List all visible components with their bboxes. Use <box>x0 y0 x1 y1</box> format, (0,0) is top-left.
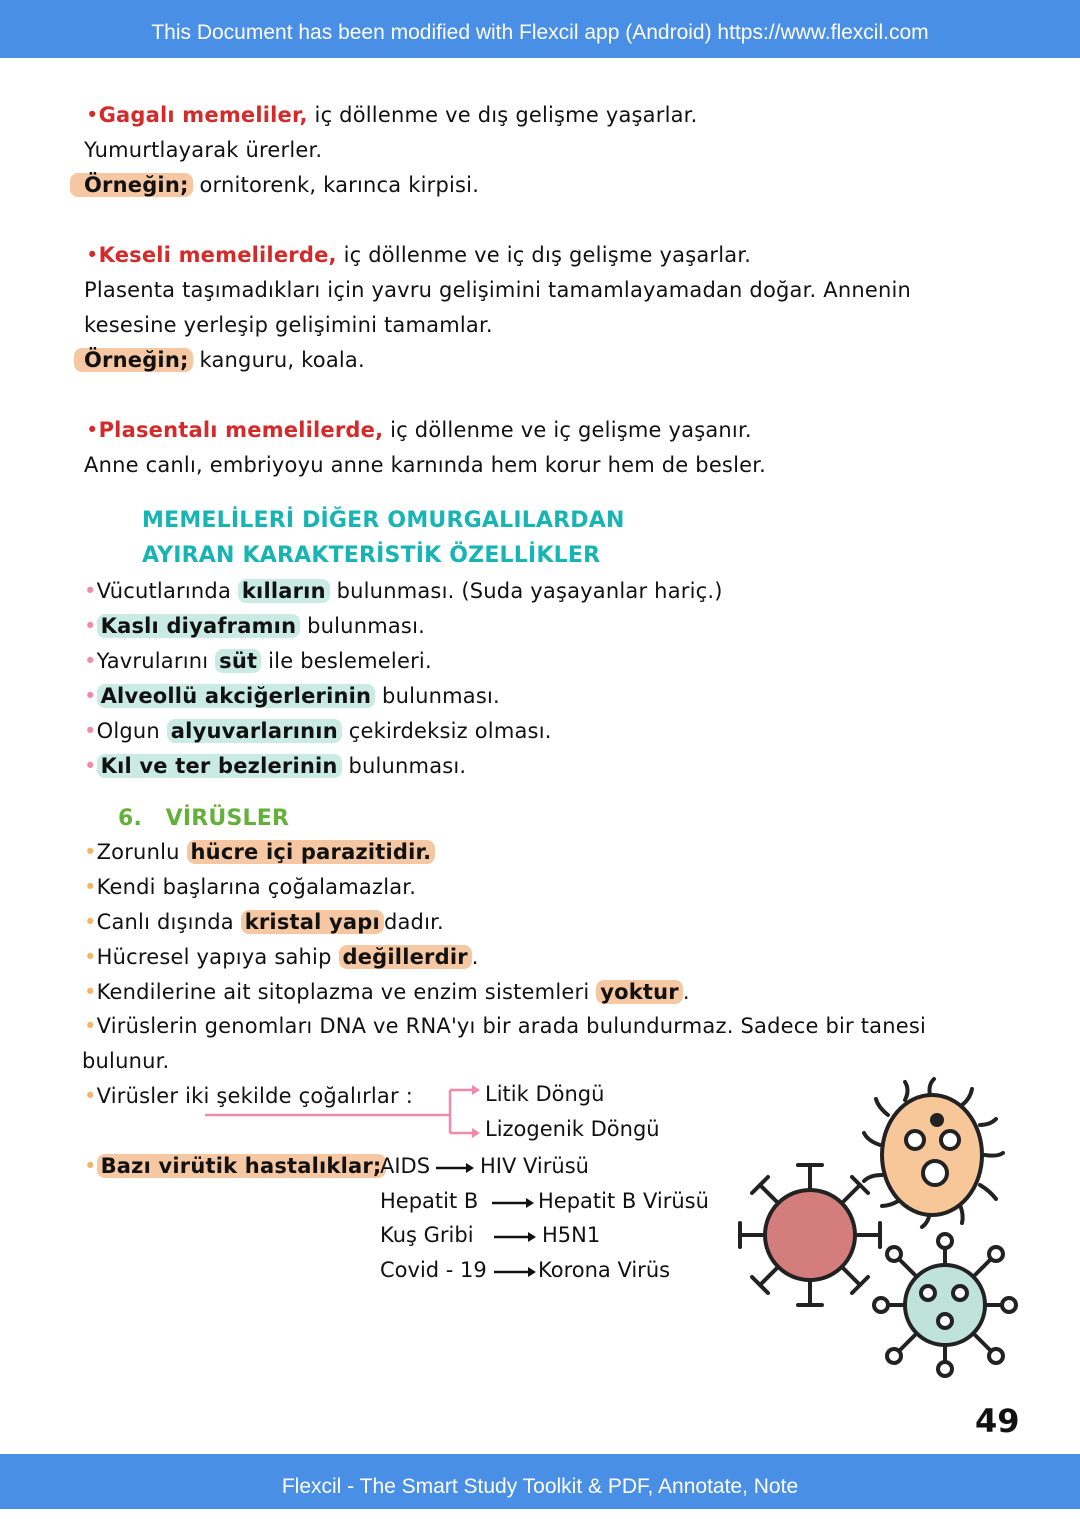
disease-name: AIDS <box>380 1154 431 1178</box>
item-text: Hücresel yapıya sahip <box>96 945 339 969</box>
keseli-example <box>74 348 365 372</box>
item-text: bulunması. <box>375 684 500 708</box>
disease-cause: H5N1 <box>542 1223 601 1247</box>
item-highlight: değillerdir <box>339 945 472 969</box>
bullet: • <box>84 614 97 638</box>
item-text: bulunması. (Suda yaşayanlar hariç.) <box>329 579 723 603</box>
item-highlight: kılların <box>238 579 330 603</box>
bullet: • <box>84 840 97 864</box>
bullet: • <box>84 684 97 708</box>
item-text: . <box>682 980 690 1004</box>
reproduce-branch-arrows <box>200 1082 490 1144</box>
disease-name: Hepatit B <box>380 1189 479 1213</box>
bullet: • <box>86 418 99 442</box>
plasentali-line-1 <box>86 418 752 442</box>
virus-diseases-label <box>84 1154 386 1178</box>
item-text: Vücutlarında <box>96 579 238 603</box>
bottom-banner: Flexcil - The Smart Study Toolkit & PDF, Annotate, Note <box>0 1454 1080 1509</box>
page-number: 49 <box>975 1402 1020 1440</box>
plasentali-rest: iç döllenme ve iç gelişme yaşanır. <box>383 418 752 442</box>
top-banner: This Document has been modified with Flexcil app (Android) https://www.flexcil.com <box>0 0 1080 58</box>
disease-name: Covid - 19 <box>380 1258 487 1282</box>
item-text: Olgun <box>96 719 167 743</box>
keseli-line-2: Plasenta taşımadıkları için yavru gelişimini tamamlayamadan doğar. Annenin <box>84 278 912 302</box>
bullet: • <box>84 719 97 743</box>
diseases-label: Bazı virütik hastalıklar; <box>97 1154 386 1178</box>
bullet: • <box>84 1084 97 1108</box>
item-highlight: Kaslı diyaframın <box>97 614 301 638</box>
item-text: Zorunlu <box>96 840 187 864</box>
arrowhead <box>472 1085 480 1095</box>
item-highlight: Kıl ve ter bezlerinin <box>97 754 342 778</box>
reproduce-label: Virüsler iki şekilde çoğalırlar : <box>96 1084 413 1108</box>
virus-item <box>84 840 435 864</box>
mammal-item <box>84 684 500 708</box>
item-text: bulunması. <box>341 754 467 778</box>
disease-cause: Korona Virüs <box>538 1258 671 1282</box>
item-highlight: hücre içi parazitidir. <box>187 840 436 864</box>
item-text: Virüslerin genomları DNA ve RNA'yı bir arada bulundurmaz. Sadece bir tanesi <box>96 1014 927 1038</box>
example-text: ornitorenk, karınca kirpisi. <box>192 173 480 197</box>
item-text: Yavrularını <box>96 649 216 673</box>
item-highlight: süt <box>215 649 261 673</box>
keseli-term: Keseli memelilerde, <box>98 243 337 267</box>
mammal-heading-2: AYIRAN KARAKTERİSTİK ÖZELLİKLER <box>142 543 601 568</box>
virus-heading-number: 6. <box>118 806 143 831</box>
virus-genome-line-2: bulunur. <box>82 1049 170 1073</box>
example-label: Örneğin; <box>74 348 193 372</box>
item-highlight: kristal yapı <box>241 910 384 934</box>
bullet: • <box>84 579 97 603</box>
item-text: bulunması. <box>300 614 425 638</box>
virus-illustration <box>730 1075 1030 1385</box>
bullet: • <box>84 1154 97 1178</box>
item-highlight: yoktur <box>596 980 683 1004</box>
bullet: • <box>86 243 99 267</box>
example-label: Örneğin; <box>70 173 193 197</box>
mammal-item <box>84 719 552 743</box>
cycle-lysogenic: Lizogenik Döngü <box>485 1117 660 1141</box>
item-text: ile beslemeleri. <box>261 649 432 673</box>
item-text: Kendi başlarına çoğalamazlar. <box>96 875 417 899</box>
mammal-item <box>84 649 432 673</box>
arrow-icon <box>436 1158 476 1178</box>
disease-cause: Hepatit B Virüsü <box>538 1189 709 1213</box>
mammal-heading-1: MEMELİLERİ DİĞER OMURGALILARDAN <box>142 508 625 533</box>
gagali-rest: iç döllenme ve dış gelişme yaşarlar. <box>307 103 698 127</box>
virus-item <box>84 875 416 899</box>
mammal-item <box>84 754 466 778</box>
item-text: çekirdeksiz olması. <box>341 719 552 743</box>
gagali-line-1 <box>86 103 697 127</box>
keseli-line-3: kesesine yerleşip gelişimini tamamlar. <box>84 313 493 337</box>
arrow-icon <box>494 1262 538 1282</box>
virus-heading <box>118 806 289 831</box>
gagali-example <box>70 173 479 197</box>
item-text: . <box>471 945 479 969</box>
bullet: • <box>84 754 97 778</box>
gagali-term: Gagalı memeliler, <box>98 103 308 127</box>
arrowhead <box>472 1128 480 1138</box>
virus-heading-title: VİRÜSLER <box>165 806 290 831</box>
bullet: • <box>84 910 97 934</box>
item-text: dadır. <box>383 910 444 934</box>
item-highlight: Alveollü akciğerlerinin <box>97 684 376 708</box>
item-text: Kendilerine ait sitoplazma ve enzim sistemleri <box>96 980 597 1004</box>
virus-genome-line-1 <box>84 1014 926 1038</box>
bullet: • <box>86 103 99 127</box>
arrow-icon <box>492 1193 536 1213</box>
gagali-line-2: Yumurtlayarak ürerler. <box>84 138 323 162</box>
arrow-icon <box>494 1227 538 1247</box>
keseli-rest: iç döllenme ve iç dış gelişme yaşarlar. <box>336 243 752 267</box>
cycle-litic: Litik Döngü <box>485 1082 605 1106</box>
plasentali-term: Plasentalı memelilerde, <box>98 418 384 442</box>
virus-orange-icon <box>864 1079 1003 1227</box>
plasentali-line-2: Anne canlı, embriyoyu anne karnında hem korur hem de besler. <box>84 453 767 477</box>
virus-item <box>84 910 444 934</box>
bullet: • <box>84 649 97 673</box>
item-highlight: alyuvarlarının <box>167 719 342 743</box>
virus-teal-icon <box>874 1234 1016 1376</box>
disease-name: Kuş Gribi <box>380 1223 474 1247</box>
bullet: • <box>84 980 97 1004</box>
virus-item <box>84 945 479 969</box>
item-text: Canlı dışında <box>96 910 241 934</box>
bullet: • <box>84 945 97 969</box>
mammal-item <box>84 614 425 638</box>
disease-cause: HIV Virüsü <box>480 1154 589 1178</box>
mammal-item <box>84 579 723 603</box>
bullet: • <box>84 1014 97 1038</box>
keseli-line-1 <box>86 243 751 267</box>
example-text: kanguru, koala. <box>192 348 365 372</box>
virus-red-icon <box>740 1165 880 1305</box>
bullet: • <box>84 875 97 899</box>
virus-item <box>84 980 690 1004</box>
